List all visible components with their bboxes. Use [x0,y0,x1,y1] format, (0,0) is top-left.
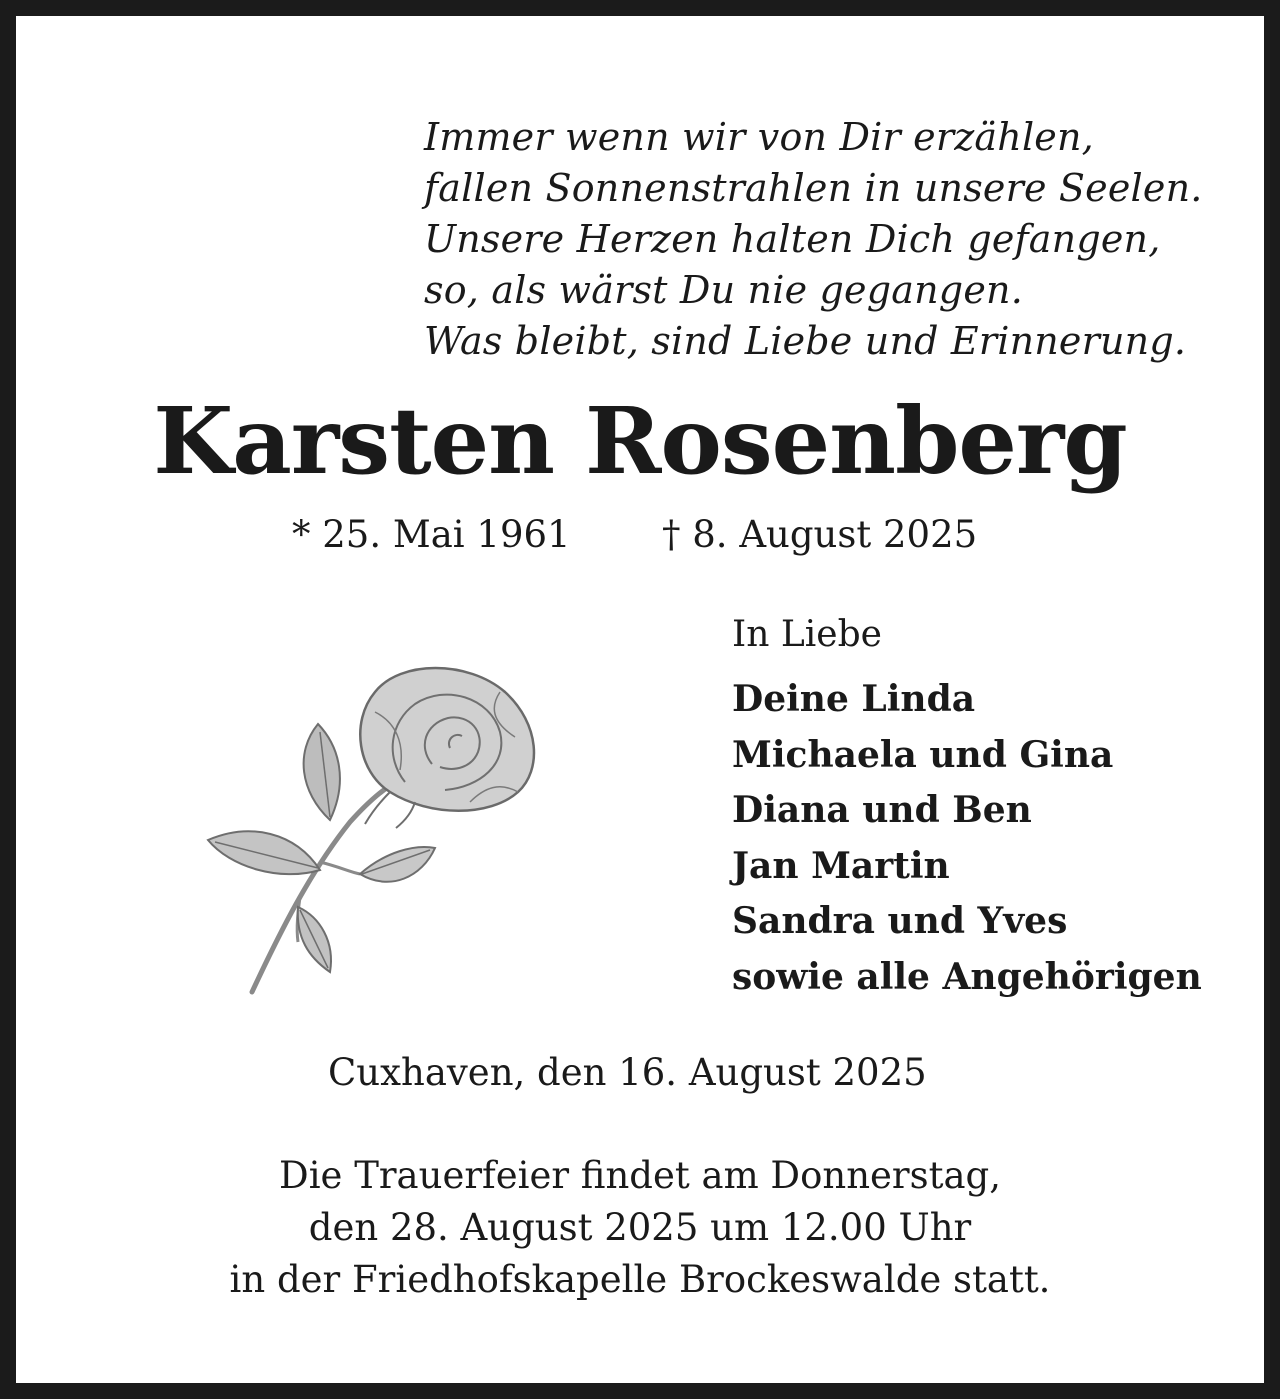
rose-icon [200,652,550,1002]
poem-line: Was bleibt, sind Liebe und Erinnerung. [424,319,1187,363]
ceremony-line: Die Trauerfeier findet am Donnerstag, [279,1154,1001,1197]
mourner-name: Diana und Ben [732,789,1032,831]
mourner-name: Sandra und Yves [732,900,1068,942]
death-date: † 8. August 2025 [662,513,978,556]
poem-line: fallen Sonnenstrahlen in unsere Seelen. [424,166,1203,210]
ceremony-line: in der Friedhofskapelle Brockeswalde statt. [229,1258,1051,1301]
mourner-name: sowie alle Angehörigen [732,955,1202,998]
poem-line: Immer wenn wir von Dir erzählen, [424,115,1094,159]
birth-date: * 25. Mai 1961 [292,513,571,556]
mourner-name: Michaela und Gina [732,733,1114,776]
poem-line: so, als wärst Du nie gegangen. [424,268,1023,312]
ceremony-line: den 28. August 2025 um 12.00 Uhr [308,1206,972,1249]
poem-line: Unsere Herzen halten Dich gefangen, [424,217,1161,261]
mourner-name: Jan Martin [732,844,950,887]
mourner-name: Deine Linda [732,678,976,720]
ceremony-notice [0,1150,1280,1306]
deceased-name: Karsten Rosenberg [153,387,1127,495]
place-date: Cuxhaven, den 16. August 2025 [328,1051,927,1094]
poem [424,112,1203,367]
in-liebe-label: In Liebe [732,614,882,655]
mourners-list [732,672,1202,1005]
